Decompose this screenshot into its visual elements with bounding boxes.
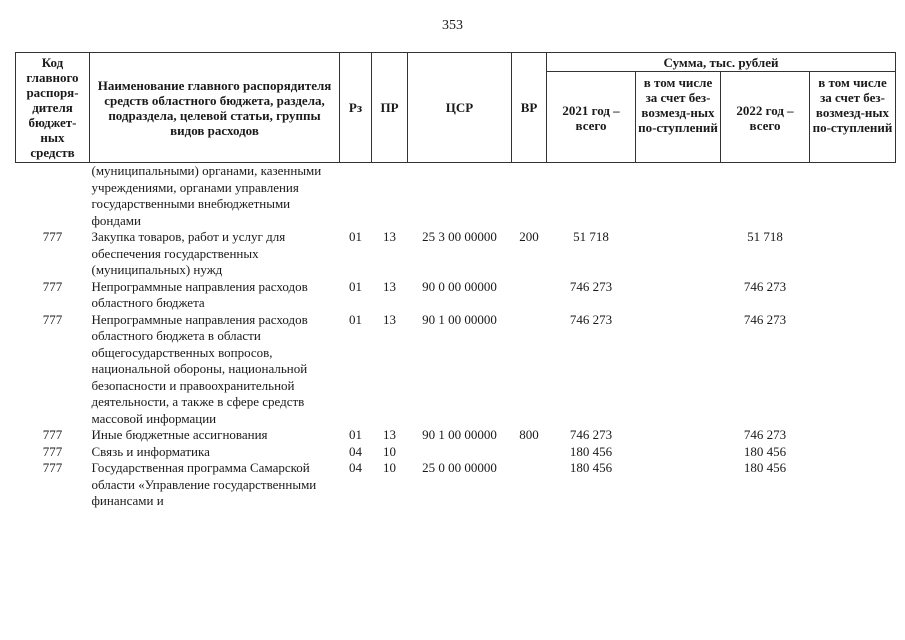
cell-rz [340,163,372,230]
cell-csr [408,163,512,230]
cell-code [16,163,90,230]
cell-pr: 13 [383,278,396,294]
header-2021-total: 2021 год – всего [547,72,636,163]
cell-2021-total [547,163,636,230]
cell-code: 777 [42,460,63,475]
cell-2022-gratuitous [810,312,896,428]
cell-vr: 200 [519,229,539,244]
header-pr: ПР [372,53,408,163]
cell-name: Закупка товаров, работ и услуг для обеспечения государственных (муниципальных) нужд [91,229,286,277]
table-row [16,229,896,279]
cell-pr: 10 [383,460,396,475]
table-row [16,163,896,230]
header-name: Наименование главного распорядителя средств областного бюджета, раздела, подраздела, целевой статьи, группы видов расходов [90,53,340,163]
cell-csr [408,444,512,461]
cell-pr: 13 [383,311,396,327]
cell-pr: 10 [383,443,396,459]
table-row [16,460,896,510]
cell-vr [512,460,547,510]
header-2021-gratuitous: в том числе за счет без-возмезд-ных по-ступлений [636,72,721,163]
cell-code: 777 [42,427,63,442]
cell-2022-gratuitous [810,279,896,312]
cell-vr [512,312,547,428]
cell-2022-gratuitous [810,163,896,230]
cell-2021-total: 746 273 [569,278,613,294]
cell-2021-gratuitous [636,427,721,444]
cell-2022-total: 746 273 [743,311,787,327]
header-rz: Рз [340,53,372,163]
table-row [16,427,896,444]
cell-rz: 04 [349,460,362,475]
cell-csr: 90 0 00 00000 [422,278,497,294]
cell-2021-gratuitous [636,163,721,230]
cell-2022-total: 746 273 [743,427,787,442]
cell-rz: 04 [349,443,362,459]
cell-2021-gratuitous [636,444,721,461]
cell-2021-gratuitous [636,279,721,312]
budget-table [15,52,896,510]
header-2022-gratuitous: в том числе за счет без-возмезд-ных по-ступлений [810,72,896,163]
cell-2021-total: 51 718 [573,229,609,244]
cell-name: Иные бюджетные ассигнования [91,427,268,442]
cell-code: 777 [42,311,63,327]
cell-2021-gratuitous [636,460,721,510]
header-vr: ВР [512,53,547,163]
cell-csr: 90 1 00 00000 [422,427,497,442]
header-sum-group: Сумма, тыс. рублей [547,53,896,72]
cell-pr [372,163,408,230]
cell-code: 777 [42,278,63,294]
cell-2022-gratuitous [810,229,896,279]
cell-pr: 13 [383,229,396,244]
header-2022-total: 2022 год – всего [721,72,810,163]
page-number: 353 [442,18,463,33]
cell-name: Государственная программа Самарской области «Управление государственными финансами и [91,460,317,508]
cell-2021-total: 746 273 [569,311,613,327]
cell-vr [512,279,547,312]
cell-2021-gratuitous [636,229,721,279]
cell-name: Непрограммные направления расходов областного бюджета [91,278,308,310]
cell-2022-gratuitous [810,460,896,510]
table-row [16,312,896,428]
cell-pr: 13 [383,427,396,442]
table-row [16,444,896,461]
table-row [16,279,896,312]
cell-2022-total [721,163,810,230]
cell-2022-gratuitous [810,427,896,444]
cell-2021-total: 746 273 [569,427,613,442]
cell-rz: 01 [349,229,362,244]
cell-rz: 01 [349,278,362,294]
cell-2022-total: 746 273 [743,278,787,294]
table-header [16,53,896,163]
cell-code: 777 [42,229,63,244]
cell-rz: 01 [349,311,362,327]
cell-2021-total: 180 456 [569,460,613,475]
cell-name: Связь и информатика [91,443,210,459]
cell-2022-total: 180 456 [743,443,787,459]
cell-vr [512,444,547,461]
cell-csr: 90 1 00 00000 [422,311,497,327]
cell-csr: 25 3 00 00000 [422,229,497,244]
cell-2022-total: 51 718 [747,229,783,244]
table-body [16,163,896,510]
cell-vr: 800 [519,427,539,442]
cell-csr: 25 0 00 00000 [422,460,497,475]
header-csr: ЦСР [408,53,512,163]
cell-2021-total: 180 456 [569,443,613,459]
cell-name: (муниципальными) органами, казенными учреждениями, органами управления государственными внебюджетными фондами [91,163,322,228]
cell-rz: 01 [349,427,362,442]
cell-2022-gratuitous [810,444,896,461]
cell-code: 777 [42,443,63,459]
cell-2022-total: 180 456 [743,460,787,475]
header-code: Код главного распоря-дителя бюджет-ных средств [16,53,90,163]
cell-vr [512,163,547,230]
cell-name: Непрограммные направления расходов областного бюджета в области общегосударственных вопросов, национальной обороны, национальной безопасности и правоохранительной деятельности, а также в сфере средств массовой информации [91,311,308,426]
cell-2021-gratuitous [636,312,721,428]
